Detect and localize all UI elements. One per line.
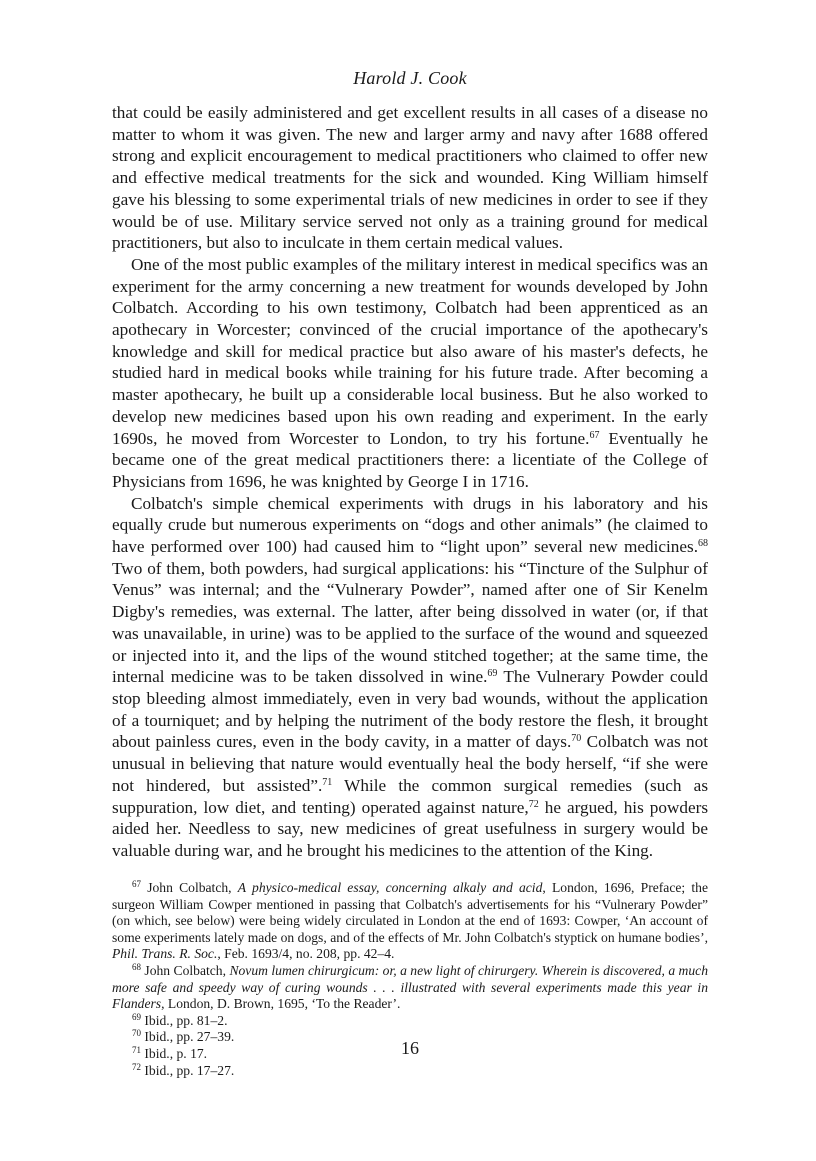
footnote: [112, 1063, 708, 1080]
text-run: Two of them, both powders, had surgical applications: his “Tincture of the Sulphur of Venus” was internal; and the “Vulnerary Powder”, named after one of Sir Kenelm Digby's remedies, was external. The latter, after being dissolved in water (or, if that was unavailable, in urine) was to be applied to the surface of the wound and squeezed or injected into it, and the lips of the wound stitched together; at the same time, the internal medicine was to be taken dissolved in wine.: [112, 558, 708, 687]
text-run: One of the most public examples of the military interest in medical specifics was an experiment for the army concerning a new treatment for wounds developed by John Colbatch. According to his own testimony, Colbatch had been apprenticed as an apothecary in Worcester; convinced of the crucial importance of the apothecary's knowledge and skill for medical practice but also aware of his master's defects, he studied hard in medical books while training for his future trade. After becoming a master apothecary, he built up a considerable local business. But he also worked to develop new medicines based upon his own reading and experiment. In the early 1690s, he moved from Worcester to London, to try his fortune.: [112, 254, 708, 448]
note-reference: 72: [132, 1061, 141, 1072]
note-reference: 71: [322, 776, 333, 788]
note-reference: 72: [528, 798, 539, 810]
text-run: , London, 1696, Preface; the surgeon William Cowper mentioned in passing that Colbatch's advertisements for his “Vulnerary Powder” (on which, see below) were being widely circulated in London at the end of 1693: Cowper, ‘An account of some experiments lately made on dogs, and of the effects of Mr. John Colbatch's styptick on humane bodies’,: [112, 880, 708, 945]
text-run: Ibid., pp. 27–39.: [141, 1029, 235, 1045]
text-run: , London, D. Brown, 1695, ‘To the Reader’.: [161, 996, 401, 1012]
page-number: 16: [401, 1038, 419, 1058]
italic-title: Novum lumen chirurgicum: or, a new light of chirurgery. Wherein is discovered, a much more safe and speedy way of curing wounds . . . illustrated with several experiments made this year in Flanders: [112, 962, 708, 1012]
paragraph: [112, 102, 708, 254]
italic-title: Phil. Trans. R. Soc.: [112, 946, 218, 962]
note-reference: 70: [571, 733, 582, 745]
note-reference: 68: [132, 961, 141, 972]
note-reference: 67: [589, 429, 600, 441]
text-run: Ibid., pp. 17–27.: [141, 1062, 235, 1078]
running-head: Harold J. Cook: [353, 68, 467, 88]
footnote: [112, 963, 708, 1013]
text-run: Colbatch's simple chemical experiments with drugs in his laboratory and his equally crude but numerous experiments on “dogs and other animals” (he claimed to have performed over 100) had caused him to “light upon” several new medicines.: [112, 493, 708, 557]
text-run: , Feb. 1693/4, no. 208, pp. 42–4.: [217, 946, 395, 962]
note-reference: 69: [132, 1011, 141, 1022]
text-run: he argued, his powders aided her. Needless to say, new medicines of great usefulness in surgery would be valuable during war, and he brought his medicines to the attention of the King.: [112, 797, 709, 860]
note-reference: 67: [132, 879, 141, 889]
paragraph: [112, 254, 708, 493]
italic-title: A physico-medical essay, concerning alkaly and acid: [237, 880, 543, 895]
text-run: Ibid., pp. 81–2.: [141, 1012, 228, 1028]
text-run: that could be easily administered and get excellent results in all cases of a disease no matter to whom it was given. The new and larger army and navy after 1688 offered strong and explicit encouragement to medical practitioners who claimed to offer new and effective medical treatments for the sick and wounded. King William himself gave his blessing to some experimental trials of new medicines in order to see if they would be of use. Military service served not only as a training ground for medical practitioners, but also to inculcate in them certain medical values.: [112, 103, 708, 253]
footnote: [112, 880, 708, 963]
text-run: John Colbatch,: [141, 880, 238, 895]
note-reference: 70: [132, 1028, 141, 1039]
footnote: [112, 1013, 708, 1030]
text-run: Ibid., p. 17.: [141, 1045, 208, 1061]
note-reference: 69: [487, 668, 498, 680]
note-reference: 71: [132, 1044, 141, 1055]
note-reference: 68: [698, 538, 708, 550]
text-run: The Vulnerary Powder could stop bleeding almost immediately, even in very bad wounds, without the application of a tourniquet; and by helping the nutriment of the body restore the flesh, it brought about painless cures, even in the body cavity, in a matter of days.: [112, 667, 708, 752]
text-run: Eventually he became one of the great medical practitioners there: a licentiate of the College of Physicians from 1696, he was knighted by George I in 1716.: [112, 428, 709, 491]
text-run: Colbatch was not unusual in believing that nature would eventually heal the body herself, “if she were not hindered, but assisted”.: [112, 732, 708, 795]
body-text: [112, 102, 708, 862]
paragraph: [112, 493, 708, 862]
text-run: John Colbatch,: [141, 962, 230, 978]
text-run: While the common surgical remedies (such as suppuration, low diet, and tenting) operated against nature,: [112, 775, 709, 817]
